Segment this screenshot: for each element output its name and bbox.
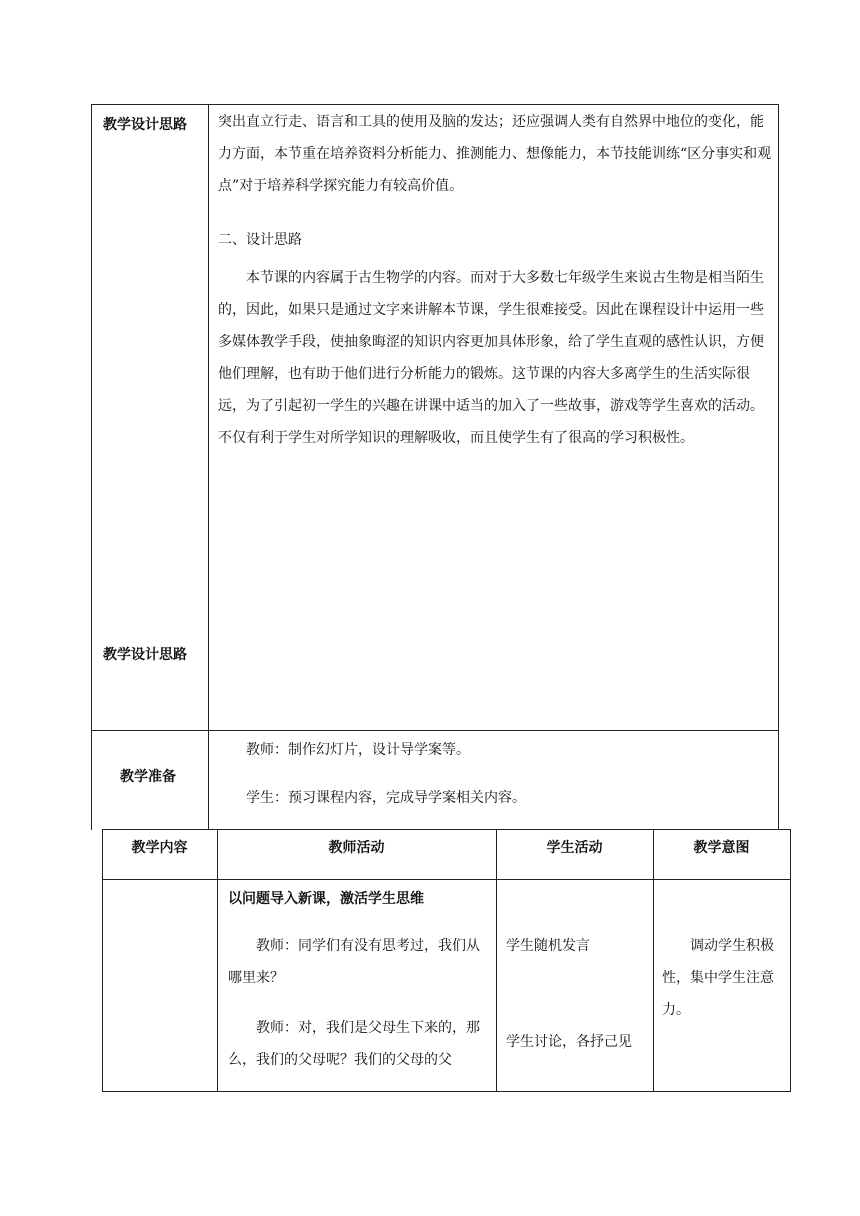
teacher-activity-p2: 教师：对，我们是父母生下来的，那么，我们的父母呢？我们的父母的父 [228,1020,480,1068]
design-body-text: 本节课的内容属于古生物学的内容。而对于大多数七年级学生来说古生物是相当陌生的，因此，如果只是通过文字来讲解本节课，学生很难接受。因此在课程设计中运用一些多媒体教学手段，使抽象晦涩的知识内容更加具体形象，给了学生直观的感性认识，方便他们理解，也有助于他们进行分析能力的锻炼。这节课的内容大多离学生的生活实际很远，为了引起初一学生的兴趣在讲课中适当的加入了一些故事，游戏等学生喜欢的活动。不仅有利于学生对所学知识的理解吸收，而且使学生有了很高的学习积极性。 [218,270,764,446]
teaching-intent-text: 调动学生积极性，集中学生注意力。 [662,938,774,1018]
header-student-activity: 学生活动 [546,840,603,856]
prep-teacher-line: 教师：制作幻灯片，设计导学案等。 [246,742,470,758]
design-subheading: 二、设计思路 [218,232,302,248]
upper-table [91,104,779,830]
teacher-activity-title: 以问题导入新课，激活学生思维 [228,891,424,907]
design-intro-text: 突出直立行走、语言和工具的使用及脑的发达；还应强调人类有自然界中地位的变化，能力方面，本节重在培养资料分析能力、推测能力、想像能力，本节技能训练“区分事实和观点”对于培养科学探究能力有较高价值。 [218,114,772,194]
student-activity-2: 学生讨论，各抒己见 [506,1034,632,1050]
design-label-top: 教学设计思路 [103,117,187,133]
header-teacher-activity: 教师活动 [328,840,385,856]
header-teaching-content: 教学内容 [131,840,188,856]
design-label-bottom: 教学设计思路 [103,647,187,663]
prep-student-line: 学生：预习课程内容，完成导学案相关内容。 [246,790,526,806]
header-teaching-intent: 教学意图 [693,840,750,856]
student-activity-1: 学生随机发言 [506,938,590,954]
prep-label: 教学准备 [120,769,176,785]
teacher-activity-p1: 教师：同学们有没有思考过，我们从哪里来？ [228,938,480,986]
